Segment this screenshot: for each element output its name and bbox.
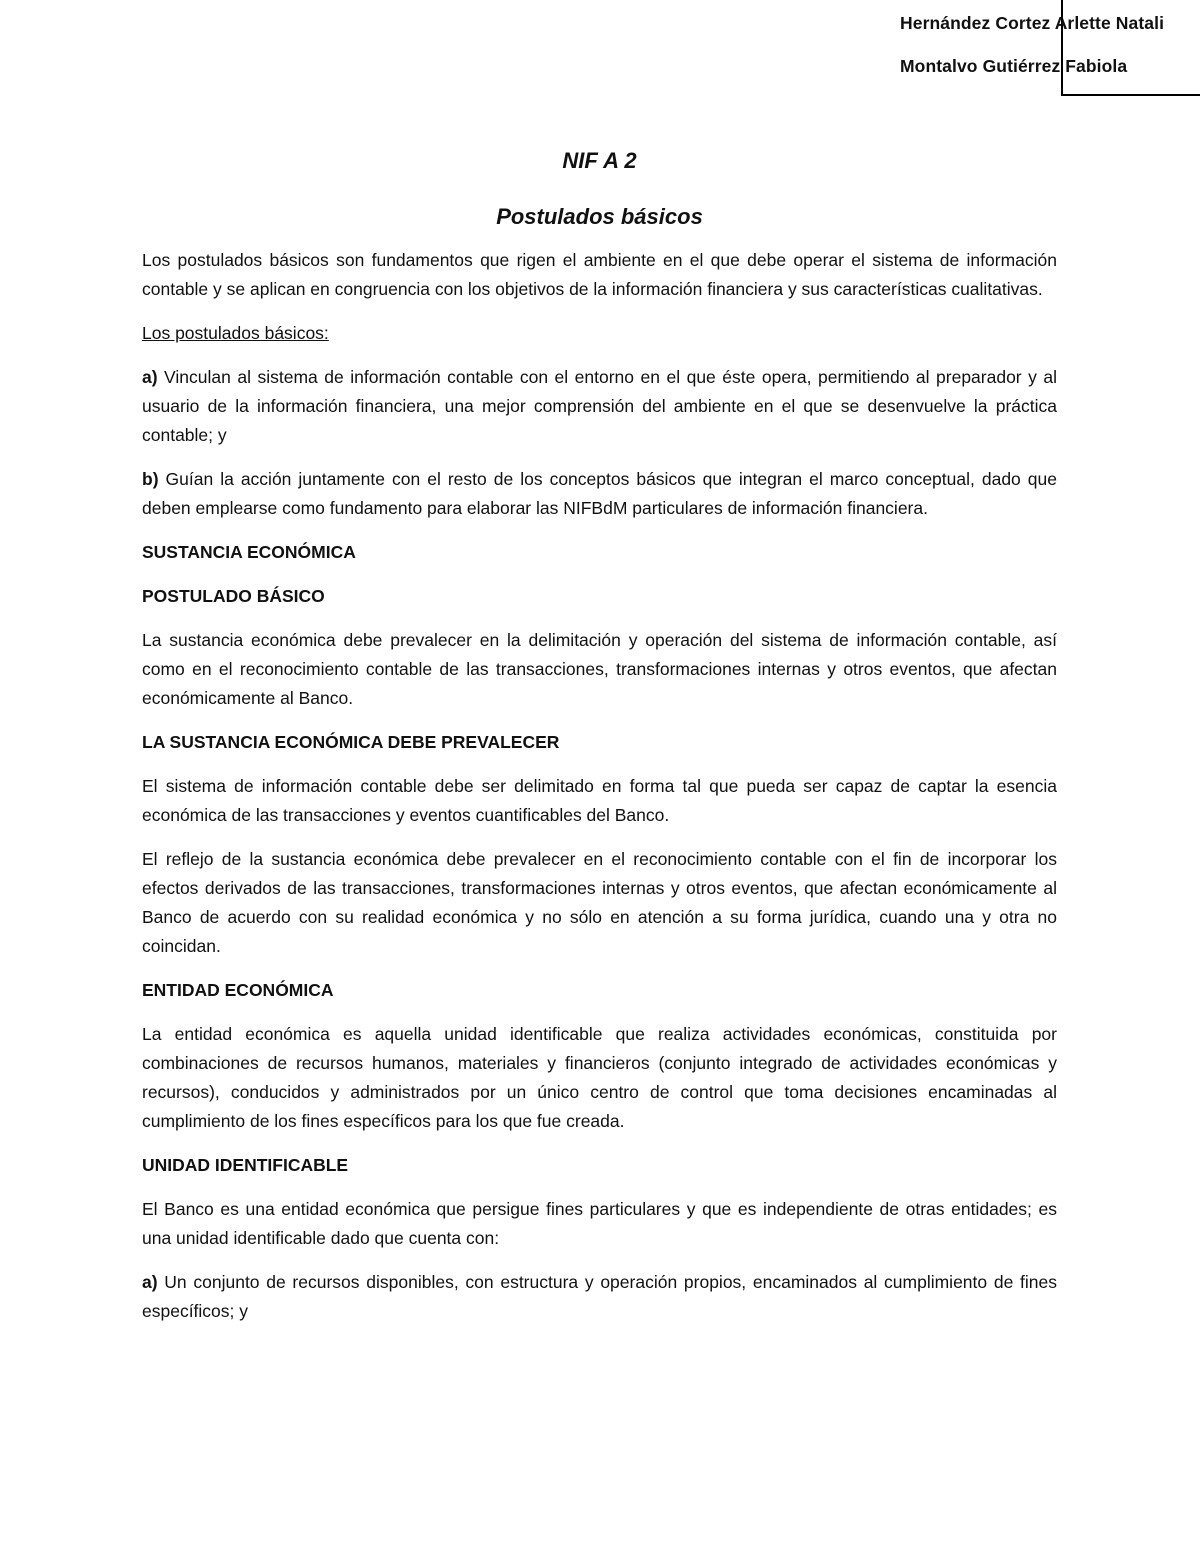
unidad-paragraph: El Banco es una entidad económica que persigue fines particulares y que es independiente de otras entidades; es una unidad identificable dado que cuenta con: xyxy=(142,1199,1057,1248)
header-frame-box xyxy=(1061,0,1200,96)
document-body xyxy=(142,146,1057,1341)
section-heading-sustancia: SUSTANCIA ECONÓMICA xyxy=(142,542,356,562)
document-subtitle: Postulados básicos xyxy=(496,204,703,229)
list-heading-text: Los postulados básicos: xyxy=(142,323,329,343)
unidad-list-item-a-marker: a) xyxy=(142,1272,158,1292)
document-title: NIF A 2 xyxy=(562,148,637,173)
list-item-b-text: Guían la acción juntamente con el resto de los conceptos básicos que integran el marco conceptual, dado que deben emplearse como fundamento para elaborar las NIFBdM particulares de información financiera. xyxy=(142,469,1057,518)
prevalecer-paragraph-1: El sistema de información contable debe ser delimitado en forma tal que pueda ser capaz de captar la esencia económica de las transacciones y eventos cuantificables del Banco. xyxy=(142,776,1057,825)
section-heading-prevalecer: LA SUSTANCIA ECONÓMICA DEBE PREVALECER xyxy=(142,732,560,752)
prevalecer-paragraph-2: El reflejo de la sustancia económica debe prevalecer en el reconocimiento contable con el fin de incorporar los efectos derivados de las transacciones, transformaciones internas y otros eventos, que afectan económicamente al Banco de acuerdo con su realidad económica y no sólo en atención a su forma jurídica, cuando una y otra no coincidan. xyxy=(142,849,1057,956)
list-heading xyxy=(142,319,1057,348)
intro-paragraph: Los postulados básicos son fundamentos que rigen el ambiente en el que debe operar el sistema de información contable y se aplican en congruencia con los objetivos de la información financiera y sus características cualitativas. xyxy=(142,250,1057,299)
list-item-a-marker: a) xyxy=(142,367,158,387)
section-heading-entidad: ENTIDAD ECONÓMICA xyxy=(142,980,334,1000)
list-item-a-text: Vinculan al sistema de información contable con el entorno en el que éste opera, permitiendo al preparador y al usuario de la información financiera, una mejor comprensión del ambiente en el que se desenvuelve la práctica contable; y xyxy=(142,367,1057,445)
list-item-b-marker: b) xyxy=(142,469,159,489)
author-name-1: Hernández Cortez Arlette Natali xyxy=(900,13,1165,33)
author-name-2: Montalvo Gutiérrez Fabiola xyxy=(900,56,1128,76)
list-item-a xyxy=(142,363,1057,450)
section-heading-unidad: UNIDAD IDENTIFICABLE xyxy=(142,1155,349,1175)
list-item-b xyxy=(142,465,1057,523)
section-heading-postulado: POSTULADO BÁSICO xyxy=(142,586,325,606)
unidad-list-item-a xyxy=(142,1268,1057,1326)
unidad-list-item-a-text: Un conjunto de recursos disponibles, con estructura y operación propios, encaminados al cumplimiento de fines específicos; y xyxy=(142,1272,1057,1321)
entidad-paragraph: La entidad económica es aquella unidad identificable que realiza actividades económicas, constituida por combinaciones de recursos humanos, materiales y financieros (conjunto integrado de actividades económicas y recursos), conducidos y administrados por un único centro de control que toma decisiones encaminadas al cumplimiento de los fines específicos para los que fue creada. xyxy=(142,1024,1057,1131)
postulado-paragraph: La sustancia económica debe prevalecer en la delimitación y operación del sistema de información contable, así como en el reconocimiento contable de las transacciones, transformaciones internas y otros eventos, que afectan económicamente al Banco. xyxy=(142,630,1057,708)
